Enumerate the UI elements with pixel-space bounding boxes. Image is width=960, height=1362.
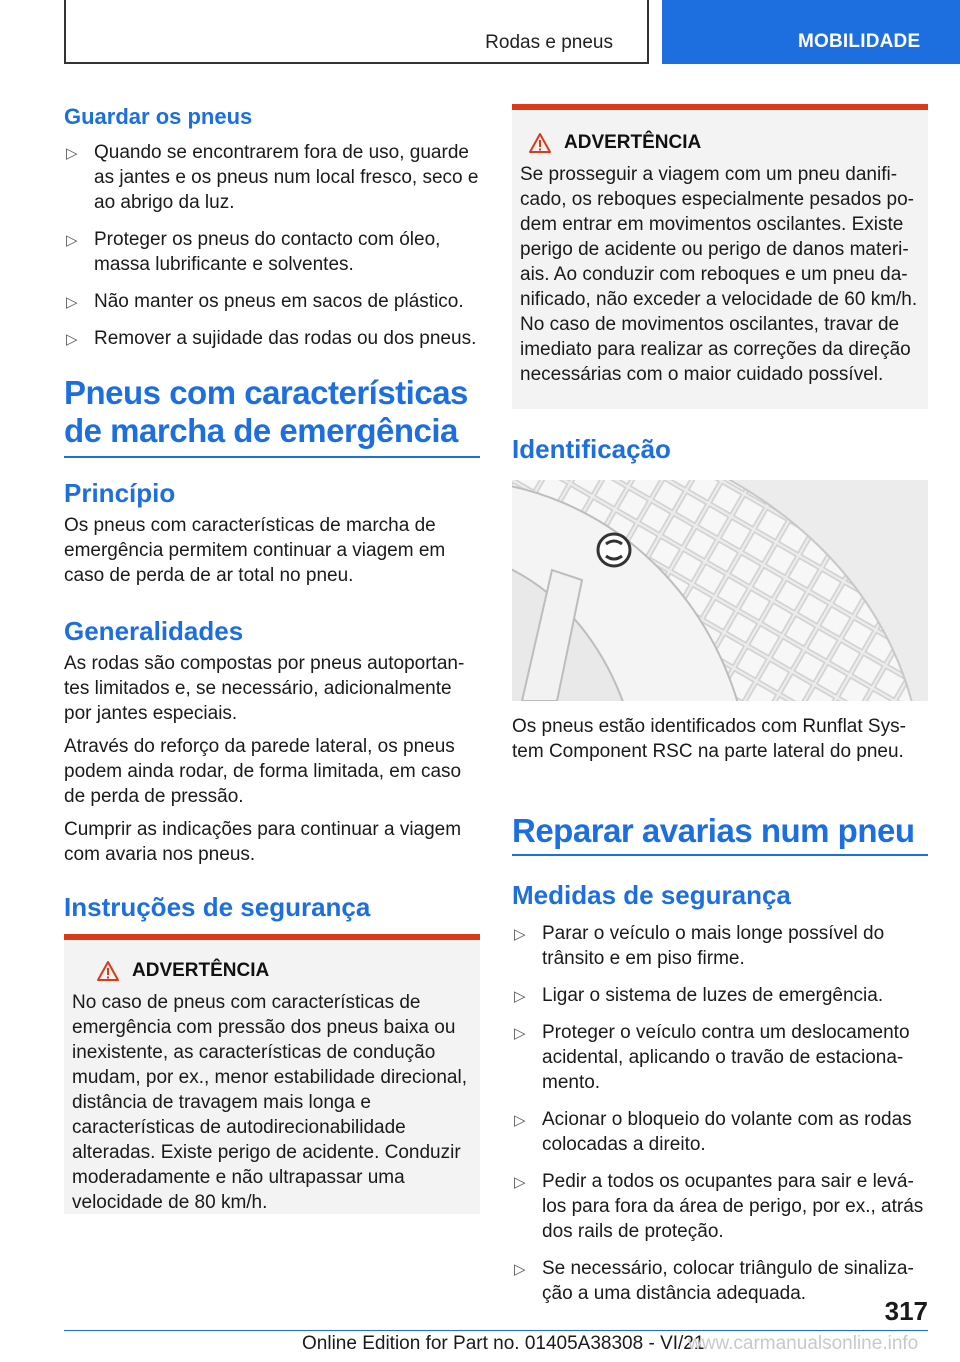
triangle-right-icon: ▷ — [514, 1174, 526, 1191]
list-item: ▷ Se necessário, colocar triângulo de sinalização a uma distância adequada. — [514, 1258, 914, 1304]
tire-sidewall-icon — [512, 480, 928, 701]
repair-title-block — [512, 812, 928, 856]
header-chapter-tab[interactable] — [662, 0, 960, 64]
identification-text: Os pneus estão identificados com Runflat System Component RSC na parte lateral do pneu. — [512, 716, 906, 762]
warning-title-row — [72, 960, 472, 982]
triangle-right-icon: ▷ — [66, 331, 78, 348]
warning-box-left — [64, 934, 480, 1214]
list-item: ▷ Remover a sujidade das rodas ou dos pneus. — [64, 326, 480, 351]
principle-section — [64, 478, 480, 588]
principle-text: Os pneus com características de marcha de emergência permitem continuar a viagem em caso de perda de ar total no pneu. — [64, 515, 446, 586]
runflat-title-line-1: Pneus com características — [64, 374, 468, 411]
warning-title: ADVERTÊNCIA — [564, 132, 702, 153]
list-item: ▷ Proteger o veículo contra um deslocamento acidental, aplicando o travão de estacionamento. — [514, 1022, 910, 1093]
triangle-right-icon: ▷ — [66, 145, 78, 162]
principle-heading: Princípio — [64, 478, 176, 508]
list-item: ▷ Pedir a todos os ocupantes para sair e levá-los para fora da área de perigo, por ex., atrás dos rails de proteção. — [514, 1171, 924, 1242]
repair-title: Reparar avarias num pneu — [512, 812, 915, 849]
list-item: ▷ Ligar o sistema de luzes de emergência. — [512, 983, 928, 1008]
triangle-right-icon: ▷ — [66, 232, 78, 249]
footer-watermark: www.carmanualsonline.info — [688, 1333, 919, 1354]
identification-heading-block — [512, 434, 928, 465]
safety-heading: Instruções de segurança — [64, 892, 371, 922]
footer-edition: Online Edition for Part no. 01405A38308 - VI/21 — [302, 1333, 705, 1354]
header-section-title: Rodas e pneus — [485, 32, 613, 53]
triangle-right-icon: ▷ — [514, 988, 526, 1005]
triangle-right-icon: ▷ — [514, 926, 526, 943]
safety-measures-list — [512, 921, 928, 1306]
triangle-right-icon: ▷ — [514, 1112, 526, 1129]
footer-divider — [64, 1330, 928, 1331]
list-item: ▷ Parar o veículo o mais longe possível do trânsito e em piso firme. — [514, 923, 885, 969]
safety-measures-section — [512, 880, 928, 1318]
store-tires-heading: Guardar os pneus — [64, 104, 253, 129]
general-paragraph-3: Cumprir as indicações para continuar a viagem com avaria nos pneus. — [64, 819, 462, 865]
identification-section — [512, 714, 928, 764]
general-paragraph-1: As rodas são compostas por pneus autoportantes limitados e, se necessário, adicionalmente por jantes especiais. — [64, 653, 465, 724]
general-heading: Generalidades — [64, 616, 244, 646]
warning-text: No caso de pneus com características de emergência com pressão dos pneus baixa ou inexistente, as características de condução mudam, por ex., menor estabilidade direcional, distância de travagem mais longa e características de autodirecionabilidade alteradas. Existe perigo de acidente. Conduzir moderadamente e não ultrapassar uma velocidade de 80 km/h. — [72, 992, 467, 1213]
list-item: ▷ Proteger os pneus do contacto com óleo, massa lubrificante e solventes. — [66, 229, 441, 275]
header-chapter-label: MOBILIDADE — [798, 31, 921, 52]
store-tires-list — [64, 140, 480, 351]
safety-measures-heading: Medidas de segurança — [512, 880, 791, 910]
page-number: 317 — [884, 1296, 928, 1326]
left-column — [64, 104, 480, 363]
triangle-right-icon: ▷ — [514, 1261, 526, 1278]
safety-heading-block — [64, 892, 480, 923]
warning-text: Se prosseguir a viagem com um pneu danificado, os reboques especialmente pesados podem entrar em movimentos oscilantes. Existe perigo de acidente ou perigo de danos materiais. Ao conduzir com reboques e um pneu danificado, não exceder a velocidade de 60 km/h. No caso de movimentos oscilantes, travar de imediato para realizar as correções da direção necessárias com o maior cuidado possível. — [520, 164, 918, 385]
runflat-title-block — [64, 374, 480, 458]
warning-triangle-icon — [96, 960, 120, 982]
list-item: ▷ Não manter os pneus em sacos de plástico. — [64, 289, 480, 314]
general-section — [64, 616, 480, 867]
general-paragraph-2: Através do reforço da parede lateral, os pneus podem ainda rodar, de forma limitada, em caso de perda de pressão. — [64, 736, 462, 807]
list-item: ▷ Quando se encontrarem fora de uso, guarde as jantes e os pneus num local fresco, seco e ao abrigo da luz. — [66, 142, 479, 213]
warning-title: ADVERTÊNCIA — [132, 960, 270, 981]
triangle-right-icon: ▷ — [66, 294, 78, 311]
triangle-right-icon: ▷ — [514, 1025, 526, 1042]
warning-triangle-icon — [528, 132, 552, 154]
warning-title-row — [520, 132, 920, 154]
runflat-title-line-2: de marcha de emergência — [64, 412, 458, 449]
runflat-tire-illustration — [512, 480, 928, 701]
identification-heading: Identificação — [512, 434, 671, 464]
header-section-box — [64, 0, 649, 64]
list-item: ▷ Acionar o bloqueio do volante com as rodas colocadas a direito. — [514, 1109, 912, 1155]
warning-box-right — [512, 104, 928, 409]
